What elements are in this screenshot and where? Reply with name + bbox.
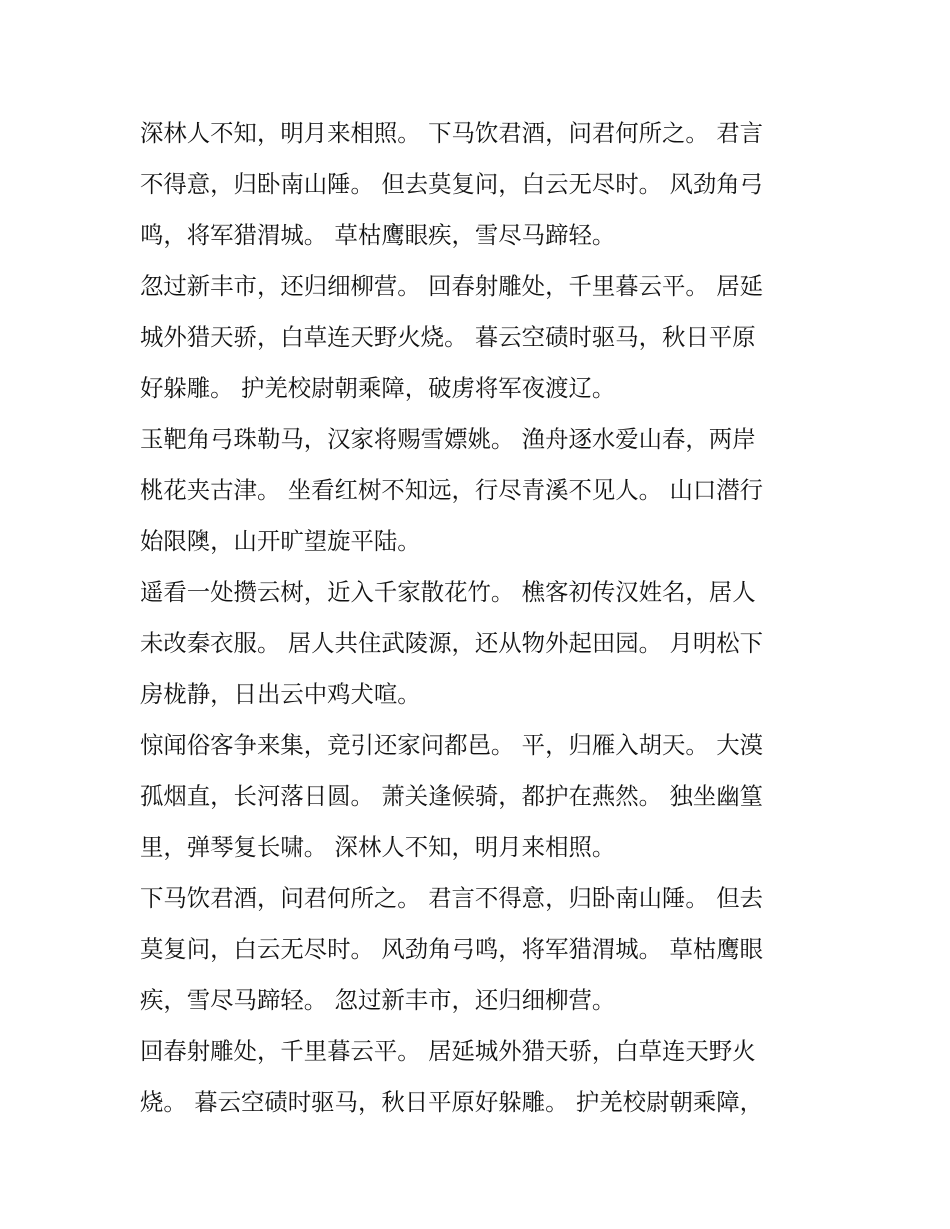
text-line: 房栊静，日出云中鸡犬喧。 — [140, 680, 421, 708]
text-line: 不得意，归卧南山陲。 但去莫复问，白云无尽时。 风劲角弓 — [140, 170, 764, 198]
text-line: 城外猎天骄，白草连天野火烧。 暮云空碛时驱马，秋日平原 — [140, 323, 756, 351]
text-line: 忽过新丰市，还归细柳营。 回春射雕处，千里暮云平。 居延 — [140, 272, 764, 300]
text-line: 下马饮君酒，问君何所之。 君言不得意，归卧南山陲。 但去 — [140, 884, 764, 912]
text-line: 桃花夹古津。 坐看红树不知远，行尽青溪不见人。 山口潜行 — [140, 476, 764, 504]
text-line: 烧。 暮云空碛时驱马，秋日平原好躲雕。 护羌校尉朝乘障， — [140, 1088, 764, 1116]
poem-text-block — [140, 108, 810, 1128]
text-line: 惊闻俗客争来集，竞引还家问都邑。 平，归雁入胡天。 大漠 — [140, 731, 764, 759]
text-line: 回春射雕处，千里暮云平。 居延城外猎天骄，白草连天野火 — [140, 1037, 756, 1065]
text-line: 玉靶角弓珠勒马，汉家将赐雪嫖姚。 渔舟逐水爱山春，两岸 — [140, 425, 756, 453]
text-line: 好躲雕。 护羌校尉朝乘障，破虏将军夜渡辽。 — [140, 374, 616, 402]
text-line: 始限隩，山开旷望旋平陆。 — [140, 527, 421, 555]
text-line: 疾，雪尽马蹄轻。 忽过新丰市，还归细柳营。 — [140, 986, 616, 1014]
text-line: 深林人不知，明月来相照。 下马饮君酒，问君何所之。 君言 — [140, 119, 764, 147]
text-line: 里，弹琴复长啸。 深林人不知，明月来相照。 — [140, 833, 616, 861]
text-line: 未改秦衣服。 居人共住武陵源，还从物外起田园。 月明松下 — [140, 629, 764, 657]
text-line: 莫复问，白云无尽时。 风劲角弓鸣，将军猎渭城。 草枯鹰眼 — [140, 935, 764, 963]
text-line: 孤烟直，长河落日圆。 萧关逢候骑，都护在燕然。 独坐幽篁 — [140, 782, 764, 810]
text-line: 遥看一处攒云树，近入千家散花竹。 樵客初传汉姓名，居人 — [140, 578, 756, 606]
text-line: 鸣，将军猎渭城。 草枯鹰眼疾，雪尽马蹄轻。 — [140, 221, 616, 249]
